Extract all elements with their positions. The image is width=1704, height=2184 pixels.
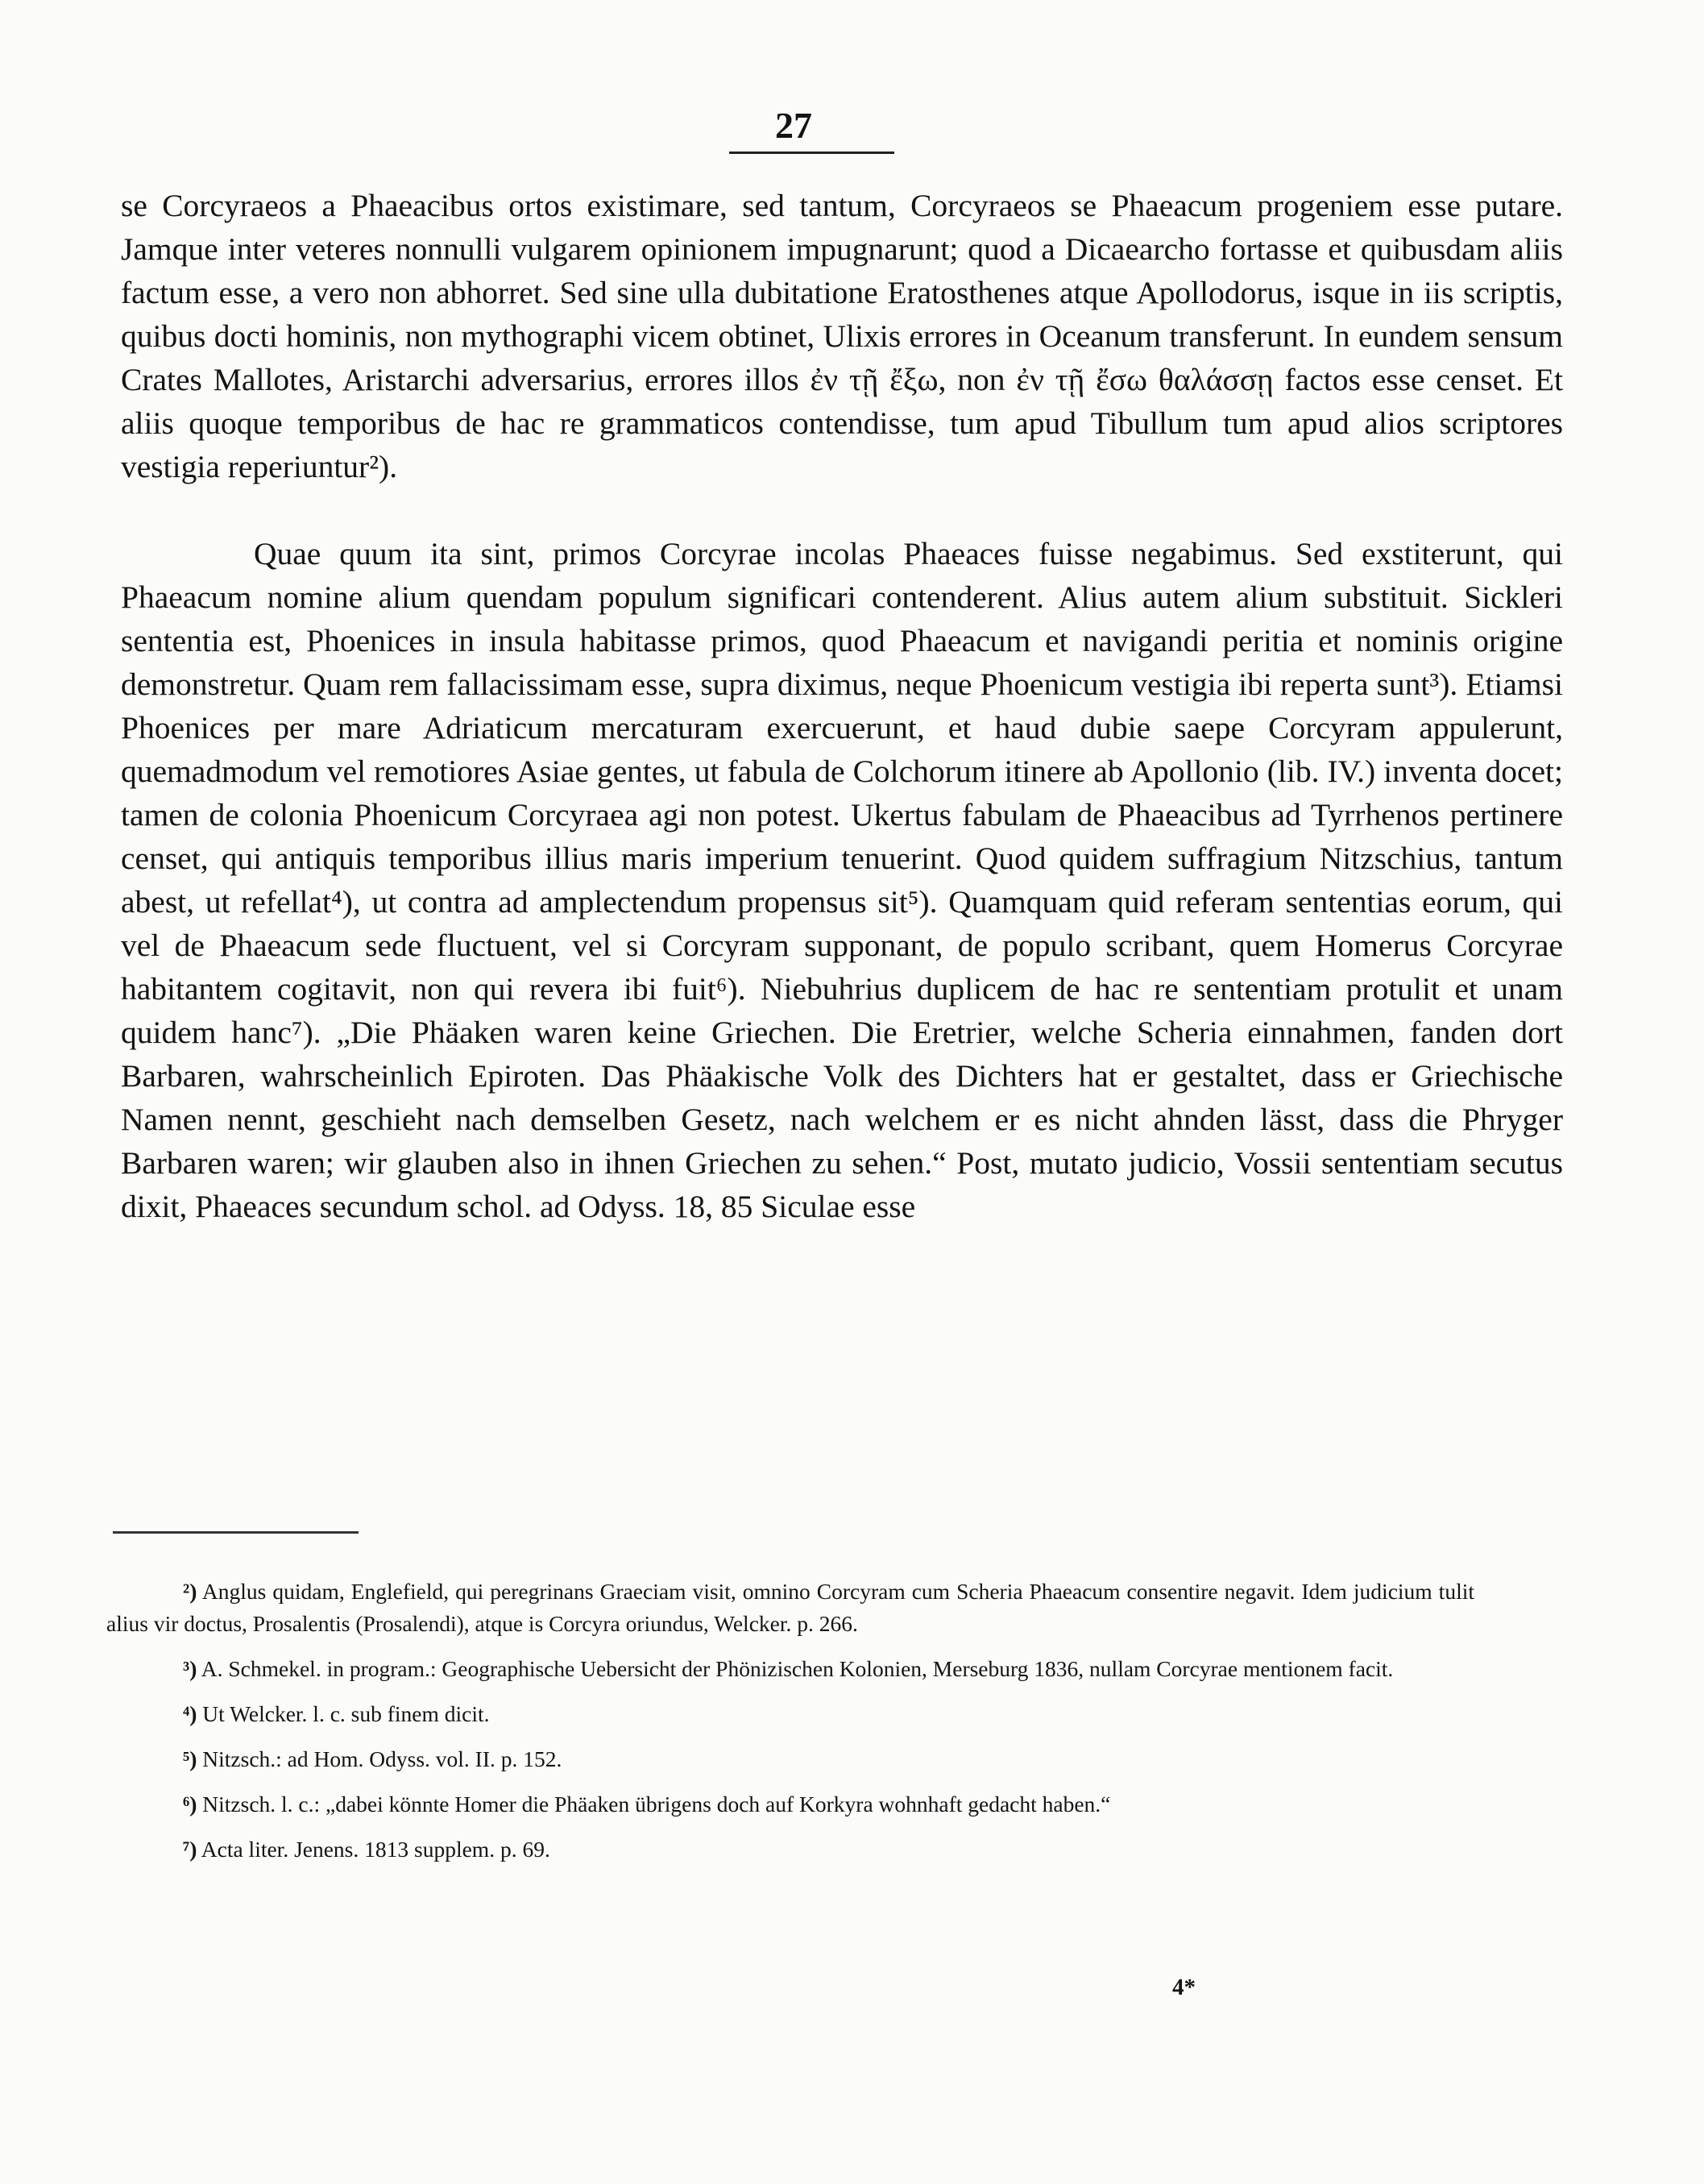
footnote-mark: ⁵) <box>183 1746 197 1771</box>
page-number: 27 <box>775 105 812 146</box>
footnote-mark: ³) <box>183 1656 197 1681</box>
paragraph-2: Quae quum ita sint, primos Corcyrae incolas Phaeaces fuisse negabimus. Sed exstiterunt, qui Phaeacum nomine alium quendam populum significari contenderent. Alius autem alium substituit. Sickleri sententia est, Phoenices in insula habitasse primos, quod Phaeacum et navigandi peritia et nominis origine demonstretur. Quam rem fallacissimam esse, supra diximus, neque Phoenicum vestigia ibi reperta sunt³). Etiamsi Phoenices per mare Adriaticum mercaturam exercuerunt, et haud dubie saepe Corcyram appulerunt, quemadmodum vel remotiores Asiae gentes, ut fabula de Colchorum itinere ab Apollonio (lib. IV.) inventa docet; tamen de colonia Phoenicum Corcyraea agi non potest. Ukertus fabulam de Phaeacibus ad Tyrrhenos pertinere censet, qui antiquis temporibus illius maris imperium tenuerint. Quod quidem suffragium Nitzschius, tantum abest, ut refellat⁴), ut contra ad amplectendum propensus sit⁵). Quamquam quid referam sententias eorum, qui vel de Phaeacum sede fluctuent, vel si Corcyram supponant, de populo scribant, quem Homerus Corcyrae habitantem cogitavit, non qui revera ibi fuit⁶). Niebuhrius duplicem de hac re sententiam protulit et unam quidem hanc⁷). „Die Phäaken waren keine Griechen. Die Eretrier, welche Scheria einnahmen, fanden dort Barbaren, wahrscheinlich Epiroten. Das Phäakische Volk des Dichters hat er gestaltet, dass er Griechische Namen nennt, geschieht nach demselben Gesetz, nach welchem er es nicht ahnden lässt, dass die Phryger Barbaren waren; wir glauben also in ihnen Griechen zu sehen.“ Post, mutato judicio, Vossii sententiam secutus dixit, Phaeaces secundum schol. ad Odyss. 18, 85 Siculae esse <box>121 536 1563 1224</box>
footnote-6 <box>106 1788 1474 1821</box>
footnote-2 <box>106 1576 1474 1640</box>
paragraph-1: se Corcyraeos a Phaeacibus ortos existimare, sed tantum, Corcyraeos se Phaeacum progeniem esse putare. Jamque inter veteres nonnulli vulgarem opinionem impugnarunt; quod a Dicaearcho fortasse et quibusdam aliis factum esse, a vero non abhorret. Sed sine ulla dubitatione Eratosthenes atque Apollodorus, isque in iis scriptis, quibus docti hominis, non mythographi vicem obtinet, Ulixis errores in Oceanum transferunt. In eundem sensum Crates Mallotes, Aristarchi adversarius, errores illos ἐν τῇ ἔξω, non ἐν τῇ ἔσω θαλάσσῃ factos esse censet. Et aliis quoque temporibus de hac re grammaticos contendisse, tum apud Tibullum tum apud alios scriptores vestigia reperiuntur²). <box>121 188 1563 484</box>
footnote-text: Ut Welcker. l. c. sub finem dicit. <box>202 1701 490 1726</box>
footnote-mark: ⁷) <box>183 1837 197 1862</box>
footnote-5 <box>106 1743 1474 1775</box>
footnote-mark: ⁶) <box>183 1792 197 1817</box>
footnotes <box>106 1576 1474 1879</box>
footnote-7 <box>106 1833 1474 1866</box>
footnote-text: A. Schmekel. in program.: Geographische Uebersicht der Phönizischen Kolonien, Merseburg 1836, nullam Corcyrae mentionem facit. <box>201 1656 1394 1681</box>
footnote-text: Nitzsch.: ad Hom. Odyss. vol. II. p. 152. <box>202 1746 562 1771</box>
signature-mark: 4* <box>1172 1974 1196 2000</box>
footnote-text: Nitzsch. l. c.: „dabei könnte Homer die Phäaken übrigens doch auf Korkyra wohnhaft gedacht haben.“ <box>202 1792 1111 1817</box>
main-text <box>121 184 1563 1228</box>
footnote-text: Anglus quidam, Englefield, qui peregrinans Graeciam visit, omnino Corcyram cum Scheria Phaeacum consentire negavit. Idem judicium tulit alius vir doctus, Prosalentis (Prosalendi), atque is Corcyra oriundus, Welcker. p. 266. <box>106 1579 1474 1636</box>
footnote-4 <box>106 1698 1474 1730</box>
footnote-rule <box>113 1531 359 1534</box>
footnote-3 <box>106 1653 1474 1685</box>
footnote-mark: ²) <box>183 1579 197 1604</box>
footnote-text: Acta liter. Jenens. 1813 supplem. p. 69. <box>201 1837 550 1862</box>
footnote-mark: ⁴) <box>183 1701 197 1726</box>
page-number-rule <box>729 152 894 154</box>
